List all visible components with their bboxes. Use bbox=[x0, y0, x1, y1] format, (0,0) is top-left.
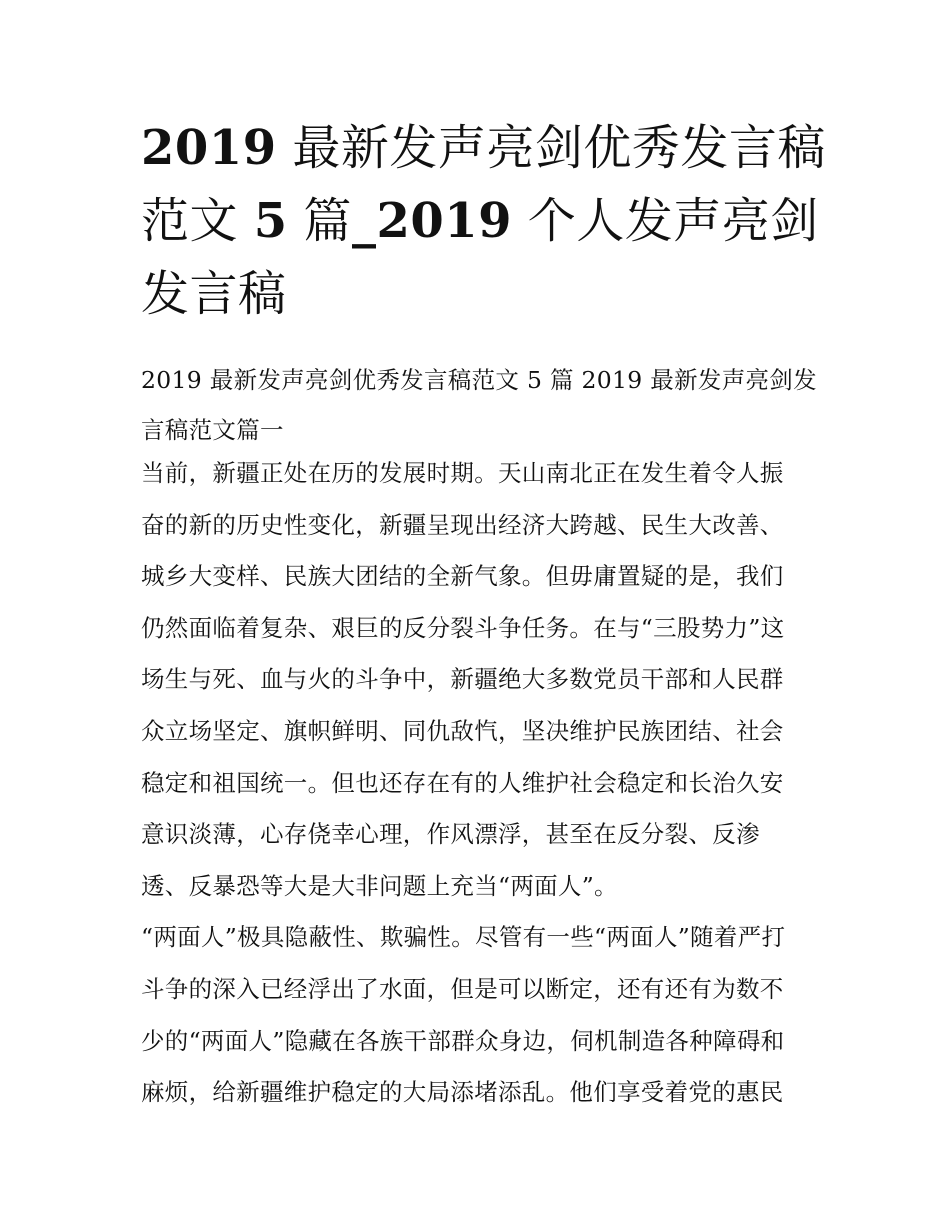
body-line: 众立场坚定、旗帜鲜明、同仇敌忾，坚决维护民族团结、社会 bbox=[141, 716, 784, 745]
body-line: 麻烦，给新疆维护稳定的大局添堵添乱。他们享受着党的惠民 bbox=[141, 1078, 784, 1107]
body-line: 仍然面临着复杂、艰巨的反分裂斗争任务。在与“三股势力”这 bbox=[141, 613, 785, 642]
title-line-1: 2019 最新发声亮剑优秀发言稿 bbox=[141, 120, 826, 176]
body-line: 城乡大变样、民族大团结的全新气象。但毋庸置疑的是，我们 bbox=[141, 562, 784, 591]
document-body bbox=[141, 357, 841, 1121]
body-line: 场生与死、血与火的斗争中，新疆绝大多数党员干部和人民群 bbox=[141, 665, 784, 694]
body-line: 斗争的深入已经浮出了水面，但是可以断定，还有还有为数不 bbox=[141, 974, 784, 1003]
document-title bbox=[141, 112, 831, 331]
body-line: “两面人”极具隐蔽性、欺骗性。尽管有一些“两面人”随着严打 bbox=[141, 923, 786, 952]
body-line: 意识淡薄，心存侥幸心理，作风漂浮，甚至在反分裂、反渗 bbox=[141, 820, 760, 849]
title-line-3: 发言稿 bbox=[141, 266, 287, 322]
body-line: 透、反暴恐等大是大非问题上充当“两面人”。 bbox=[141, 871, 618, 900]
body-line: 奋的新的历史性变化，新疆呈现出经济大跨越、民生大改善、 bbox=[141, 510, 784, 539]
body-line: 少的“两面人”隐藏在各族干部群众身边，伺机制造各种障碍和 bbox=[141, 1026, 785, 1055]
subtitle-line: 言稿范文篇一 bbox=[141, 416, 284, 444]
title-line-2: 范文 5 篇_2019 个人发声亮剑 bbox=[141, 193, 819, 249]
body-line: 当前，新疆正处在历的发展时期。天山南北正在发生着令人振 bbox=[141, 459, 784, 487]
subtitle-line: 2019 最新发声亮剑优秀发言稿范文 5 篇 2019 最新发声亮剑发 bbox=[141, 366, 817, 394]
body-line: 稳定和祖国统一。但也还存在有的人维护社会稳定和长治久安 bbox=[141, 768, 784, 797]
